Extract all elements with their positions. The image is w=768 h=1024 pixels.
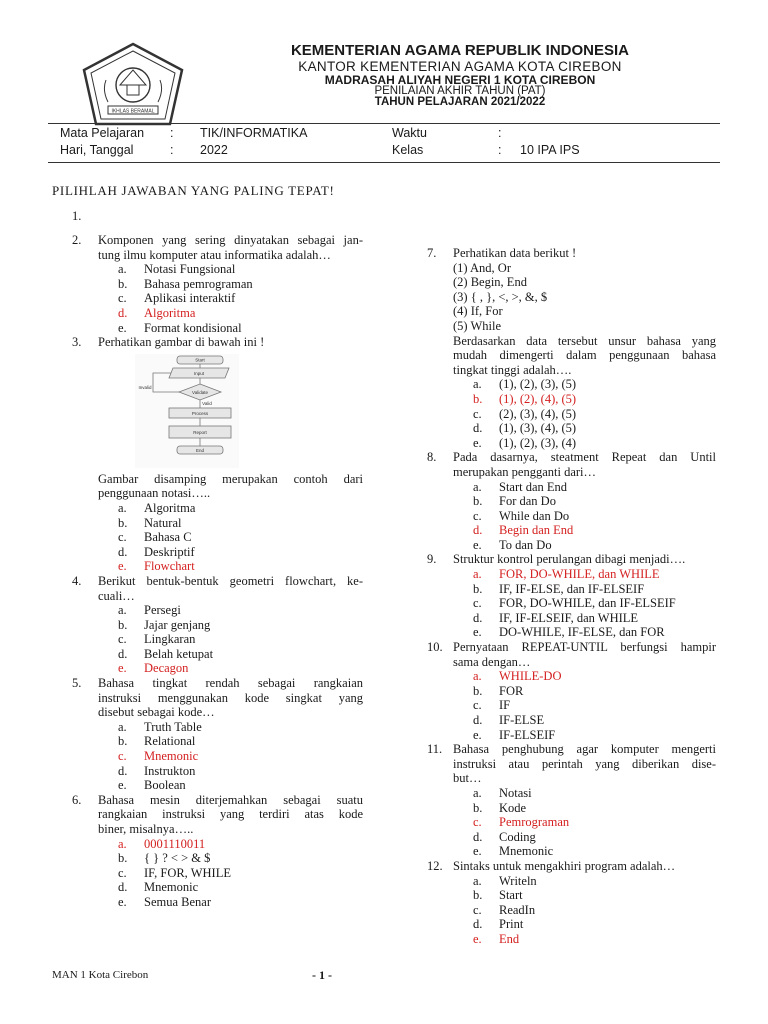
answer-option xyxy=(473,713,716,728)
answer-option-correct xyxy=(473,932,716,947)
option-text: Algoritma xyxy=(144,305,196,320)
question-text-line: Bahasa penghubung agar komputer mengerti xyxy=(453,742,716,757)
question-2 xyxy=(72,233,363,335)
option-text: Begin dan End xyxy=(499,523,574,538)
option-letter: d. xyxy=(118,880,128,895)
question-number: 3. xyxy=(72,335,82,350)
option-letter: c. xyxy=(473,406,482,421)
answer-option xyxy=(118,501,363,516)
data-item: (2) Begin, End xyxy=(453,275,527,290)
option-text: ReadIn xyxy=(499,902,536,917)
subject-colon: : xyxy=(170,126,174,140)
option-text: Flowchart xyxy=(144,559,195,574)
option-letter: a. xyxy=(473,567,482,582)
answer-option xyxy=(473,538,716,553)
date-colon: : xyxy=(170,143,174,157)
option-letter: c. xyxy=(118,865,127,880)
option-text: (1), (3), (4), (5) xyxy=(499,421,577,436)
question-number: 1. xyxy=(72,209,82,223)
answer-option xyxy=(118,851,363,866)
option-letter: e. xyxy=(118,320,127,335)
option-letter: c. xyxy=(473,596,482,611)
question-8 xyxy=(427,450,716,552)
question-11 xyxy=(427,742,716,859)
answer-option xyxy=(473,480,716,495)
option-letter: b. xyxy=(118,515,128,530)
option-letter: d. xyxy=(473,713,483,727)
option-letter: e. xyxy=(473,844,482,859)
option-text: Instrukton xyxy=(144,763,196,778)
answer-option xyxy=(118,720,363,735)
question-text-line: disebut sebagai kode… xyxy=(98,705,215,720)
answer-option xyxy=(118,530,363,545)
option-letter: d. xyxy=(473,523,483,538)
class-value: 10 IPA IPS xyxy=(520,143,580,157)
option-text: Notasi xyxy=(499,785,532,800)
flow-report: Report xyxy=(193,430,207,435)
footer-school: MAN 1 Kota Cirebon xyxy=(52,969,149,981)
answer-option xyxy=(473,728,716,743)
option-letter: b. xyxy=(118,851,128,866)
option-text: Kode xyxy=(499,800,527,815)
answer-options xyxy=(118,501,363,574)
option-text: Natural xyxy=(144,515,182,530)
question-text-line: biner, misalnya….. xyxy=(98,822,194,836)
answer-option xyxy=(473,582,716,597)
question-text-line: sama dengan… xyxy=(453,654,531,669)
question-text-line: Komponen yang sering dinyatakan sebagai jan- xyxy=(98,233,363,247)
answer-options xyxy=(473,786,716,859)
question-text-line: Berdasarkan data tersebut unsur bahasa yang xyxy=(453,333,716,348)
option-letter: b. xyxy=(473,888,483,903)
option-text: Relational xyxy=(144,734,196,749)
option-letter: a. xyxy=(118,836,127,851)
option-text: 0001110011 xyxy=(144,836,206,851)
option-letter: a. xyxy=(118,603,127,618)
option-text: (1), (2), (3), (5) xyxy=(499,377,577,392)
option-text: IF, IF-ELSEIF, dan WHILE xyxy=(499,610,639,625)
question-number: 12. xyxy=(427,858,443,873)
flow-start: Start xyxy=(195,357,205,363)
option-text: For dan Do xyxy=(499,494,556,509)
answer-option xyxy=(473,494,716,509)
answer-option xyxy=(118,895,363,910)
answer-option-correct xyxy=(473,815,716,830)
question-text-line: merupakan pengganti dari… xyxy=(453,464,597,479)
question-text-line: Perhatikan data berikut ! xyxy=(453,246,577,260)
answer-option xyxy=(473,421,716,436)
option-letter: d. xyxy=(473,917,483,932)
option-letter: e. xyxy=(473,537,482,552)
option-letter: e. xyxy=(473,727,482,742)
option-text: Print xyxy=(499,917,524,932)
answer-option xyxy=(118,516,363,531)
answer-option xyxy=(473,377,716,392)
answer-option xyxy=(473,625,716,640)
option-letter: b. xyxy=(473,683,483,698)
ministry-title: KEMENTERIAN AGAMA REPUBLIK INDONESIA xyxy=(290,42,630,59)
answer-option-correct xyxy=(118,559,363,574)
option-text: FOR, DO-WHILE, dan WHILE xyxy=(499,567,660,582)
option-text: To dan Do xyxy=(499,537,552,552)
instruction: PILIHLAH JAWABAN YANG PALING TEPAT! xyxy=(52,183,335,198)
flow-end: End xyxy=(195,448,205,453)
answer-option xyxy=(118,545,363,560)
answer-option xyxy=(473,436,716,451)
page-number: - 1 - xyxy=(312,968,332,982)
question-text-line: cuali… xyxy=(98,588,135,603)
answer-option xyxy=(473,917,716,932)
option-letter: a. xyxy=(118,500,127,515)
question-number: 5. xyxy=(72,676,82,691)
option-text: { } ? < > & $ xyxy=(144,851,211,866)
flow-valid: Valid xyxy=(202,401,212,406)
option-text: Decagon xyxy=(144,661,189,676)
option-text: Belah ketupat xyxy=(144,646,214,661)
question-10 xyxy=(427,640,716,742)
flow-validate: Validate xyxy=(192,390,208,395)
question-text-line: but… xyxy=(453,771,482,786)
option-text: (1), (2), (3), (4) xyxy=(499,435,577,450)
question-text-line: tung ilmu komputer atau informatika adalah… xyxy=(98,247,331,262)
option-letter: c. xyxy=(473,815,482,830)
option-text: IF-ELSEIF xyxy=(499,727,556,742)
option-letter: c. xyxy=(118,749,127,764)
answer-option xyxy=(473,611,716,626)
answer-options xyxy=(118,262,363,335)
question-text-line: penggunaan notasi….. xyxy=(98,486,211,501)
answer-option xyxy=(118,262,363,277)
option-text: Coding xyxy=(499,829,536,844)
option-text: (2), (3), (4), (5) xyxy=(499,406,577,421)
option-text: Deskriptif xyxy=(144,544,195,559)
date-label: Hari, Tanggal xyxy=(60,143,134,157)
question-9 xyxy=(427,552,716,640)
question-text-line: Struktur kontrol perulangan dibagi menjadi…. xyxy=(453,552,686,567)
option-letter: c. xyxy=(118,291,127,306)
header-divider-top xyxy=(48,123,720,124)
answer-options xyxy=(473,567,716,640)
answer-option xyxy=(473,407,716,422)
option-letter: e. xyxy=(118,559,127,574)
exam-title: PENILAIAN AKHIR TAHUN (PAT) xyxy=(374,85,546,97)
question-text-line: mudah dimengerti dalam penggunaan bahasa xyxy=(453,348,716,363)
option-letter: e. xyxy=(473,931,482,946)
option-letter: e. xyxy=(473,435,482,450)
question-text-line: Pernyataan REPEAT-UNTIL berfungsi hampir xyxy=(453,640,716,655)
answer-option xyxy=(473,509,716,524)
option-letter: c. xyxy=(473,902,482,917)
option-letter: b. xyxy=(473,494,483,509)
logo-text: IKHLAS BERAMAL xyxy=(111,108,155,115)
question-text-line: tingkat tinggi adalah…. xyxy=(453,362,572,377)
option-text: IF xyxy=(499,698,511,713)
option-letter: a. xyxy=(473,785,482,800)
option-letter: a. xyxy=(473,669,482,684)
option-text: FOR, DO-WHILE, dan IF-ELSEIF xyxy=(499,596,676,611)
question-text-line: instruksi atau perintah yang diberikan dise- xyxy=(453,756,716,771)
option-text: DO-WHILE, IF-ELSE, dan FOR xyxy=(499,625,665,640)
class-label: Kelas xyxy=(392,143,424,157)
option-letter: d. xyxy=(118,763,128,778)
question-number: 2. xyxy=(72,233,82,247)
answer-option xyxy=(473,903,716,918)
answer-option xyxy=(473,888,716,903)
question-number: 7. xyxy=(427,246,437,260)
option-letter: a. xyxy=(473,873,482,888)
answer-option-correct xyxy=(473,523,716,538)
option-letter: c. xyxy=(473,508,482,523)
option-text: Writeln xyxy=(499,873,537,888)
option-text: Jajar genjang xyxy=(144,617,211,632)
option-text: Persegi xyxy=(144,603,181,618)
option-text: Notasi Fungsional xyxy=(144,262,236,277)
option-letter: c. xyxy=(118,632,127,647)
answer-option-correct xyxy=(118,749,363,764)
question-text-line: Pada dasarnya, steatment Repeat dan Until xyxy=(453,450,716,465)
question-text-line: Bahasa tingkat rendah sebagai rangkaian xyxy=(98,676,363,691)
answer-options xyxy=(473,480,716,553)
data-item: (5) While xyxy=(453,318,502,333)
option-letter: c. xyxy=(473,698,482,713)
school-title: MADRASAH ALIYAH NEGERI 1 KOTA CIREBON xyxy=(324,73,596,87)
option-letter: e. xyxy=(473,625,482,640)
time-label: Waktu xyxy=(392,126,427,140)
option-text: FOR xyxy=(499,683,524,698)
option-letter: b. xyxy=(118,617,128,632)
answer-option xyxy=(118,880,363,895)
answer-option xyxy=(473,684,716,699)
answer-option xyxy=(473,801,716,816)
year-title: TAHUN PELAJARAN 2021/2022 xyxy=(374,96,546,108)
option-letter: b. xyxy=(473,581,483,596)
question-12 xyxy=(427,859,716,947)
answer-option xyxy=(473,830,716,845)
question-text-line: rangkaian instruksi yang terdiri atas kode xyxy=(98,807,363,822)
option-text: Mnemonic xyxy=(499,844,554,859)
question-text-line: instruksi menggunakan kode singkat yang xyxy=(98,690,363,705)
answer-option xyxy=(118,291,363,306)
answer-option xyxy=(118,632,363,647)
option-text: Bahasa C xyxy=(144,530,192,545)
answer-option xyxy=(118,277,363,292)
answer-option xyxy=(473,786,716,801)
option-letter: d. xyxy=(118,305,128,320)
answer-options xyxy=(118,603,363,676)
option-text: IF-ELSE xyxy=(499,713,545,727)
option-text: (1), (2), (4), (5) xyxy=(499,391,577,406)
answer-option xyxy=(473,844,716,859)
office-title: KANTOR KEMENTERIAN AGAMA KOTA CIREBON xyxy=(298,59,622,74)
answer-option xyxy=(118,321,363,336)
answer-option xyxy=(118,603,363,618)
answer-options xyxy=(473,669,716,742)
option-text: Format kondisional xyxy=(144,320,242,335)
option-text: Truth Table xyxy=(144,719,202,734)
question-1 xyxy=(72,209,98,224)
option-text: Start xyxy=(499,888,523,903)
option-letter: c. xyxy=(118,530,127,545)
subject-label: Mata Pelajaran xyxy=(60,126,145,140)
option-letter: d. xyxy=(118,544,128,559)
option-letter: a. xyxy=(473,479,482,494)
option-text: End xyxy=(499,931,520,946)
question-number: 6. xyxy=(72,792,82,807)
question-text-line: Gambar disamping merupakan contoh dari xyxy=(98,471,363,486)
option-text: Boolean xyxy=(144,778,186,793)
option-letter: e. xyxy=(118,778,127,793)
option-text: Mnemonic xyxy=(144,880,199,895)
answer-option-correct xyxy=(118,661,363,676)
question-number: 8. xyxy=(427,450,437,465)
option-text: WHILE-DO xyxy=(499,669,562,684)
option-text: Aplikasi interaktif xyxy=(144,291,236,306)
answer-options xyxy=(473,874,716,947)
answer-option xyxy=(118,866,363,881)
option-letter: d. xyxy=(473,421,483,436)
answer-option xyxy=(118,618,363,633)
answer-options xyxy=(118,720,363,793)
answer-option-correct xyxy=(473,392,716,407)
option-text: IF, IF-ELSE, dan IF-ELSEIF xyxy=(499,581,645,596)
option-text: Start dan End xyxy=(499,479,568,494)
question-number: 11. xyxy=(427,742,443,757)
flow-process: Process xyxy=(191,411,209,416)
option-letter: d. xyxy=(473,610,483,625)
questions-column-right xyxy=(427,246,716,947)
data-item: (4) If, For xyxy=(453,304,503,319)
questions-column-left xyxy=(72,233,363,910)
subject-value: TIK/INFORMATIKA xyxy=(200,126,308,140)
option-letter: d. xyxy=(473,829,483,844)
answer-option-correct xyxy=(118,306,363,321)
option-letter: a. xyxy=(118,719,127,734)
time-colon: : xyxy=(498,126,502,140)
question-4 xyxy=(72,574,363,676)
option-text: Algoritma xyxy=(144,500,196,515)
data-item: (3) { , }, <, >, &, $ xyxy=(453,289,548,304)
option-letter: e. xyxy=(118,661,127,676)
answer-option xyxy=(473,874,716,889)
option-letter: e. xyxy=(118,894,127,909)
class-colon: : xyxy=(498,143,502,157)
question-text-line: Perhatikan gambar di bawah ini ! xyxy=(98,335,265,350)
header-divider-bottom xyxy=(48,162,720,163)
option-letter: b. xyxy=(473,391,483,406)
answer-option-correct xyxy=(473,669,716,684)
option-text: Mnemonic xyxy=(144,749,199,764)
answer-options xyxy=(473,377,716,450)
question-text-line: Bahasa mesin diterjemahkan sebagai suatu xyxy=(98,792,363,807)
option-text: Semua Benar xyxy=(144,894,211,909)
answer-option xyxy=(118,764,363,779)
answer-option-correct xyxy=(473,567,716,582)
answer-option-correct xyxy=(118,837,363,852)
option-text: Lingkaran xyxy=(144,632,196,647)
flow-invalid: Invalid xyxy=(138,385,152,390)
option-letter: a. xyxy=(473,377,482,392)
flow-input: Input xyxy=(193,371,205,376)
option-letter: b. xyxy=(118,734,128,749)
option-letter: b. xyxy=(118,276,128,291)
data-item: (1) And, Or xyxy=(453,260,511,275)
answer-option xyxy=(118,734,363,749)
date-value: 2022 xyxy=(200,143,228,157)
answer-options xyxy=(118,837,363,910)
option-letter: d. xyxy=(118,646,128,661)
answer-option xyxy=(473,698,716,713)
flowchart-figure xyxy=(135,354,239,468)
option-text: While dan Do xyxy=(499,508,570,523)
answer-option xyxy=(118,778,363,793)
option-text: Pemrograman xyxy=(499,815,570,830)
answer-option xyxy=(473,596,716,611)
question-number: 4. xyxy=(72,573,82,588)
question-7 xyxy=(427,246,716,450)
option-text: Bahasa pemrograman xyxy=(144,276,253,291)
question-6 xyxy=(72,793,363,910)
option-letter: b. xyxy=(473,800,483,815)
option-letter: a. xyxy=(118,262,127,277)
question-number: 10. xyxy=(427,640,443,655)
option-text: IF, FOR, WHILE xyxy=(144,865,231,880)
question-text-line: Berikut bentuk-bentuk geometri flowchart, ke- xyxy=(98,573,363,588)
question-number: 9. xyxy=(427,552,437,567)
ministry-logo xyxy=(78,40,188,128)
answer-option xyxy=(118,647,363,662)
question-5 xyxy=(72,676,363,793)
question-text-line: Sintaks untuk mengakhiri program adalah… xyxy=(453,858,676,873)
